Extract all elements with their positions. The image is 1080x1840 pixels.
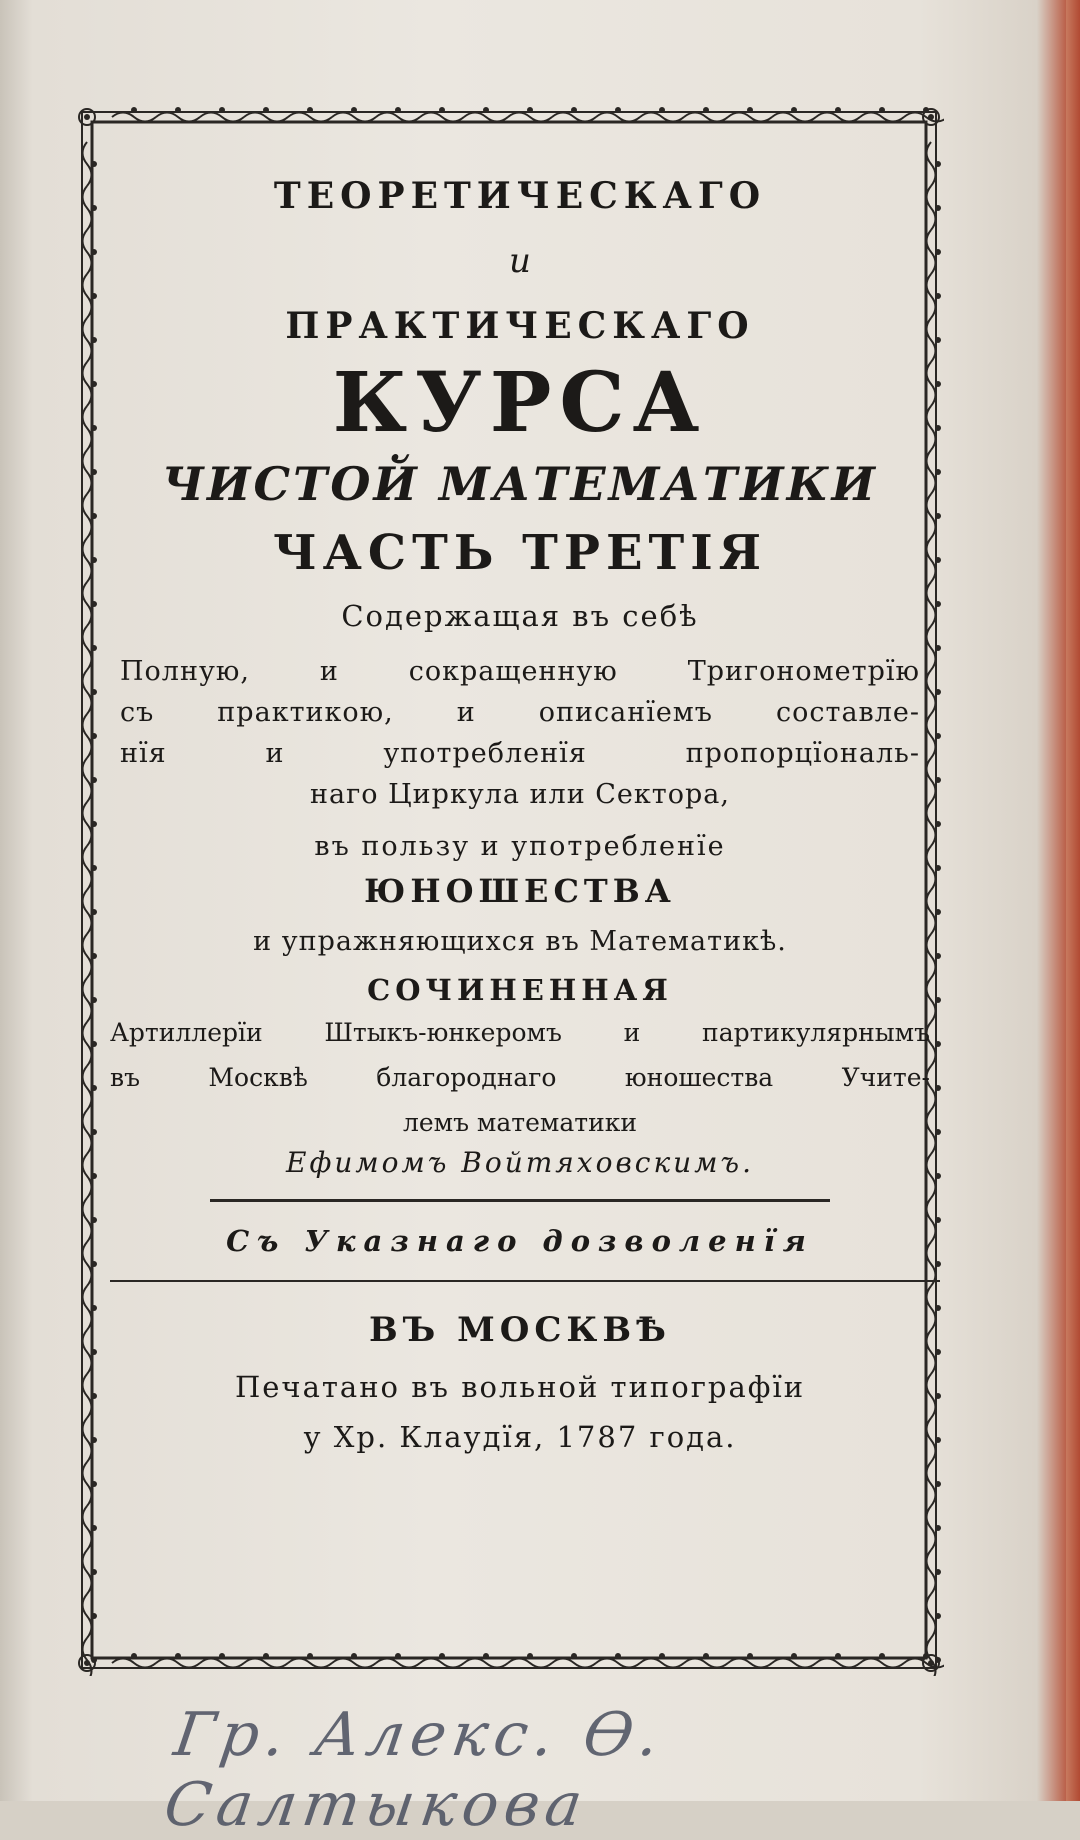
leaf-ornament xyxy=(91,161,97,167)
leaf-ornament xyxy=(935,1613,941,1619)
leaf-ornament xyxy=(483,1653,489,1659)
leaf-ornament xyxy=(131,1653,137,1659)
corner-rosette xyxy=(928,114,934,120)
author-line: лемъ математики xyxy=(402,1108,638,1137)
leaf-ornament xyxy=(791,1653,797,1659)
leaf-ornament xyxy=(351,1653,357,1659)
vine-ornament xyxy=(83,1550,92,1594)
leaf-ornament xyxy=(91,953,97,959)
imprint-city: ВЪ МОСКВѢ xyxy=(368,1310,671,1350)
leaf-ornament xyxy=(91,601,97,607)
vine-ornament xyxy=(860,113,904,122)
leaf-ornament xyxy=(935,1349,941,1355)
author-name: Ефимомъ Войтяховскимъ. xyxy=(286,1146,754,1179)
leaf-ornament xyxy=(935,469,941,475)
vine-ornament xyxy=(927,1594,936,1638)
leaf-ornament xyxy=(935,1173,941,1179)
vine-ornament xyxy=(156,113,200,122)
purpose-line: въ пользу и употребленїе xyxy=(314,831,726,862)
vine-ornament xyxy=(860,1659,904,1668)
leaf-ornament xyxy=(91,513,97,519)
vine-ornament xyxy=(83,582,92,626)
vine-ornament xyxy=(83,978,92,1022)
leaf-ornament xyxy=(307,107,313,113)
leaf-ornament xyxy=(935,733,941,739)
vine-ornament xyxy=(640,113,684,122)
leaf-ornament xyxy=(659,107,665,113)
leaf-ornament xyxy=(935,601,941,607)
title-line-part-three: ЧАСТЬ ТРЕТІЯ xyxy=(272,525,768,581)
vine-ornament xyxy=(420,1659,464,1668)
leaf-ornament xyxy=(935,1393,941,1399)
leaf-ornament xyxy=(91,1305,97,1311)
vine-ornament xyxy=(200,1659,244,1668)
leaf-ornament xyxy=(527,107,533,113)
leaf-ornament xyxy=(935,1217,941,1223)
leaf-ornament xyxy=(879,1653,885,1659)
vine-ornament xyxy=(508,113,552,122)
leaf-ornament xyxy=(91,425,97,431)
leaf-ornament xyxy=(935,821,941,827)
leaf-ornament xyxy=(935,1569,941,1575)
vine-ornament xyxy=(112,113,156,122)
leaf-ornament xyxy=(935,337,941,343)
vine-ornament xyxy=(112,1659,156,1668)
vine-ornament xyxy=(83,274,92,318)
permission-line: Съ Указнаго дозволенїя xyxy=(226,1224,814,1258)
corner-rosette xyxy=(84,114,90,120)
vine-ornament xyxy=(83,802,92,846)
leaf-ornament xyxy=(935,997,941,1003)
vine-ornament xyxy=(728,1659,772,1668)
vine-ornament xyxy=(83,1022,92,1066)
vine-ornament xyxy=(640,1659,684,1668)
description-line: съ практикою, и описанїемъ составле- xyxy=(120,697,920,728)
leaf-ornament xyxy=(935,249,941,255)
leaf-ornament xyxy=(263,1653,269,1659)
leaf-ornament xyxy=(935,381,941,387)
vine-ornament xyxy=(83,758,92,802)
leaf-ornament xyxy=(615,1653,621,1659)
title-line-practical: ПРАКТИЧЕСКАГО xyxy=(285,305,755,347)
leaf-ornament xyxy=(935,425,941,431)
vine-ornament xyxy=(464,1659,508,1668)
vine-ornament xyxy=(83,890,92,934)
leaf-ornament xyxy=(91,1613,97,1619)
vine-ornament xyxy=(83,1286,92,1330)
leaf-ornament xyxy=(91,645,97,651)
leaf-ornament xyxy=(935,1481,941,1487)
leaf-ornament xyxy=(395,107,401,113)
vine-ornament xyxy=(83,1418,92,1462)
leaf-ornament xyxy=(219,1653,225,1659)
leaf-ornament xyxy=(175,1653,181,1659)
leaf-ornament xyxy=(91,1569,97,1575)
vine-ornament xyxy=(508,1659,552,1668)
vine-ornament xyxy=(244,1659,288,1668)
leaf-ornament xyxy=(835,1653,841,1659)
practitioners-line: и упражняющихся въ Математикѣ. xyxy=(253,926,787,957)
leaf-ornament xyxy=(791,107,797,113)
leaf-ornament xyxy=(439,107,445,113)
vine-ornament xyxy=(376,1659,420,1668)
leaf-ornament xyxy=(935,953,941,959)
leaf-ornament xyxy=(935,777,941,783)
book-cover-edge xyxy=(1066,0,1080,1801)
vine-ornament xyxy=(288,1659,332,1668)
vine-ornament xyxy=(288,113,332,122)
leaf-ornament xyxy=(91,293,97,299)
title-line-and: и xyxy=(509,241,531,281)
leaf-ornament xyxy=(91,1085,97,1091)
vine-ornament xyxy=(83,142,92,186)
leaf-ornament xyxy=(747,107,753,113)
vine-ornament xyxy=(83,1066,92,1110)
leaf-ornament xyxy=(91,205,97,211)
vine-ornament xyxy=(728,113,772,122)
leaf-ornament xyxy=(91,1129,97,1135)
vine-ornament xyxy=(83,1154,92,1198)
vine-ornament xyxy=(83,538,92,582)
leaf-ornament xyxy=(935,909,941,915)
vine-ornament xyxy=(83,626,92,670)
leaf-ornament xyxy=(91,865,97,871)
vine-ornament xyxy=(927,1506,936,1550)
leaf-ornament xyxy=(935,205,941,211)
author-line: въ Москвѣ благороднаго юношества Учите- xyxy=(110,1063,930,1092)
vine-ornament xyxy=(83,450,92,494)
description-line: нїя и употребленїя пропорцїональ- xyxy=(120,738,920,769)
title-line-containing: Содержащая въ себѣ xyxy=(341,599,699,633)
leaf-ornament xyxy=(91,1393,97,1399)
vine-ornament xyxy=(464,113,508,122)
leaf-ornament xyxy=(571,107,577,113)
leaf-ornament xyxy=(879,107,885,113)
vine-ornament xyxy=(83,1242,92,1286)
leaf-ornament xyxy=(91,909,97,915)
vine-ornament xyxy=(83,1198,92,1242)
vine-ornament xyxy=(83,934,92,978)
leaf-ornament xyxy=(703,1653,709,1659)
leaf-ornament xyxy=(91,1261,97,1267)
leaf-ornament xyxy=(935,513,941,519)
vine-ornament xyxy=(376,113,420,122)
vine-ornament xyxy=(83,1330,92,1374)
vine-ornament xyxy=(332,113,376,122)
leaf-ornament xyxy=(935,1305,941,1311)
vine-ornament xyxy=(83,670,92,714)
description-line: Полную, и сокращенную Тригонометрїю xyxy=(120,656,920,687)
leaf-ornament xyxy=(935,1085,941,1091)
leaf-ornament xyxy=(935,293,941,299)
vine-ornament xyxy=(772,1659,816,1668)
vine-ornament xyxy=(552,1659,596,1668)
leaf-ornament xyxy=(747,1653,753,1659)
leaf-ornament xyxy=(351,107,357,113)
vine-ornament xyxy=(156,1659,200,1668)
leaf-ornament xyxy=(483,107,489,113)
leaf-ornament xyxy=(91,1041,97,1047)
vine-ornament xyxy=(83,1374,92,1418)
leaf-ornament xyxy=(91,381,97,387)
leaf-ornament xyxy=(935,161,941,167)
leaf-ornament xyxy=(91,1217,97,1223)
vine-ornament xyxy=(83,362,92,406)
vine-ornament xyxy=(83,494,92,538)
composed-line: СОЧИНЕННАЯ xyxy=(367,973,673,1007)
title-page-content xyxy=(110,175,930,1454)
leaf-ornament xyxy=(91,469,97,475)
leaf-ornament xyxy=(935,645,941,651)
description-line: наго Циркула или Сектора, xyxy=(310,779,730,810)
leaf-ornament xyxy=(659,1653,665,1659)
divider-rule xyxy=(110,1280,940,1282)
youth-line: ЮНОШЕСТВА xyxy=(364,872,676,910)
title-line-pure-mathematics: ЧИСТОЙ МАТЕМАТИКИ xyxy=(162,457,878,511)
leaf-ornament xyxy=(571,1653,577,1659)
leaf-ornament xyxy=(91,249,97,255)
vine-ornament xyxy=(83,1462,92,1506)
imprint-printed-at: Печатано въ вольной типографїи xyxy=(234,1370,806,1404)
imprint-press-and-year: у Хр. Клаудїя, 1787 года. xyxy=(303,1420,737,1454)
vine-ornament xyxy=(83,1594,92,1638)
leaf-ornament xyxy=(91,821,97,827)
author-line: Артиллерїи Штыкъ-юнкеромъ и партикулярнымъ xyxy=(110,1018,930,1047)
vine-ornament xyxy=(83,714,92,758)
vine-ornament xyxy=(596,1659,640,1668)
vine-ornament xyxy=(83,406,92,450)
leaf-ornament xyxy=(935,865,941,871)
vine-ornament xyxy=(420,113,464,122)
vine-ornament xyxy=(927,1550,936,1594)
leaf-ornament xyxy=(935,1525,941,1531)
vine-ornament xyxy=(596,113,640,122)
vine-ornament xyxy=(244,113,288,122)
leaf-ornament xyxy=(91,733,97,739)
leaf-ornament xyxy=(91,557,97,563)
leaf-ornament xyxy=(91,1481,97,1487)
leaf-ornament xyxy=(91,1349,97,1355)
leaf-ornament xyxy=(935,1261,941,1267)
vine-ornament xyxy=(684,1659,728,1668)
vine-ornament xyxy=(83,186,92,230)
vine-ornament xyxy=(83,318,92,362)
leaf-ornament xyxy=(935,689,941,695)
handwritten-inscription: Гр. Алекс. Ѳ. Салтыкова xyxy=(160,1700,670,1840)
vine-ornament xyxy=(200,113,244,122)
leaf-ornament xyxy=(263,107,269,113)
leaf-ornament xyxy=(527,1653,533,1659)
vine-ornament xyxy=(816,113,860,122)
leaf-ornament xyxy=(935,557,941,563)
leaf-ornament xyxy=(91,689,97,695)
leaf-ornament xyxy=(835,107,841,113)
vine-ornament xyxy=(83,1506,92,1550)
leaf-ornament xyxy=(935,1041,941,1047)
leaf-ornament xyxy=(91,1173,97,1179)
vine-ornament xyxy=(816,1659,860,1668)
leaf-ornament xyxy=(91,1525,97,1531)
title-line-theoretical: ТЕОРЕТИЧЕСКАГО xyxy=(273,175,767,217)
corner-rosette xyxy=(928,1660,934,1666)
leaf-ornament xyxy=(307,1653,313,1659)
vine-ornament xyxy=(772,113,816,122)
leaf-ornament xyxy=(439,1653,445,1659)
vine-ornament xyxy=(83,846,92,890)
leaf-ornament xyxy=(131,107,137,113)
vine-ornament xyxy=(332,1659,376,1668)
leaf-ornament xyxy=(91,777,97,783)
title-line-course: КУРСА xyxy=(332,355,708,451)
leaf-ornament xyxy=(219,107,225,113)
leaf-ornament xyxy=(91,1437,97,1443)
corner-rosette xyxy=(84,1660,90,1666)
vine-ornament xyxy=(552,113,596,122)
vine-ornament xyxy=(83,230,92,274)
vine-ornament xyxy=(927,1462,936,1506)
leaf-ornament xyxy=(91,337,97,343)
leaf-ornament xyxy=(703,107,709,113)
leaf-ornament xyxy=(395,1653,401,1659)
leaf-ornament xyxy=(615,107,621,113)
leaf-ornament xyxy=(935,1437,941,1443)
vine-ornament xyxy=(83,1110,92,1154)
vine-ornament xyxy=(684,113,728,122)
leaf-ornament xyxy=(91,997,97,1003)
leaf-ornament xyxy=(175,107,181,113)
leaf-ornament xyxy=(935,1129,941,1135)
divider-rule xyxy=(210,1199,830,1202)
